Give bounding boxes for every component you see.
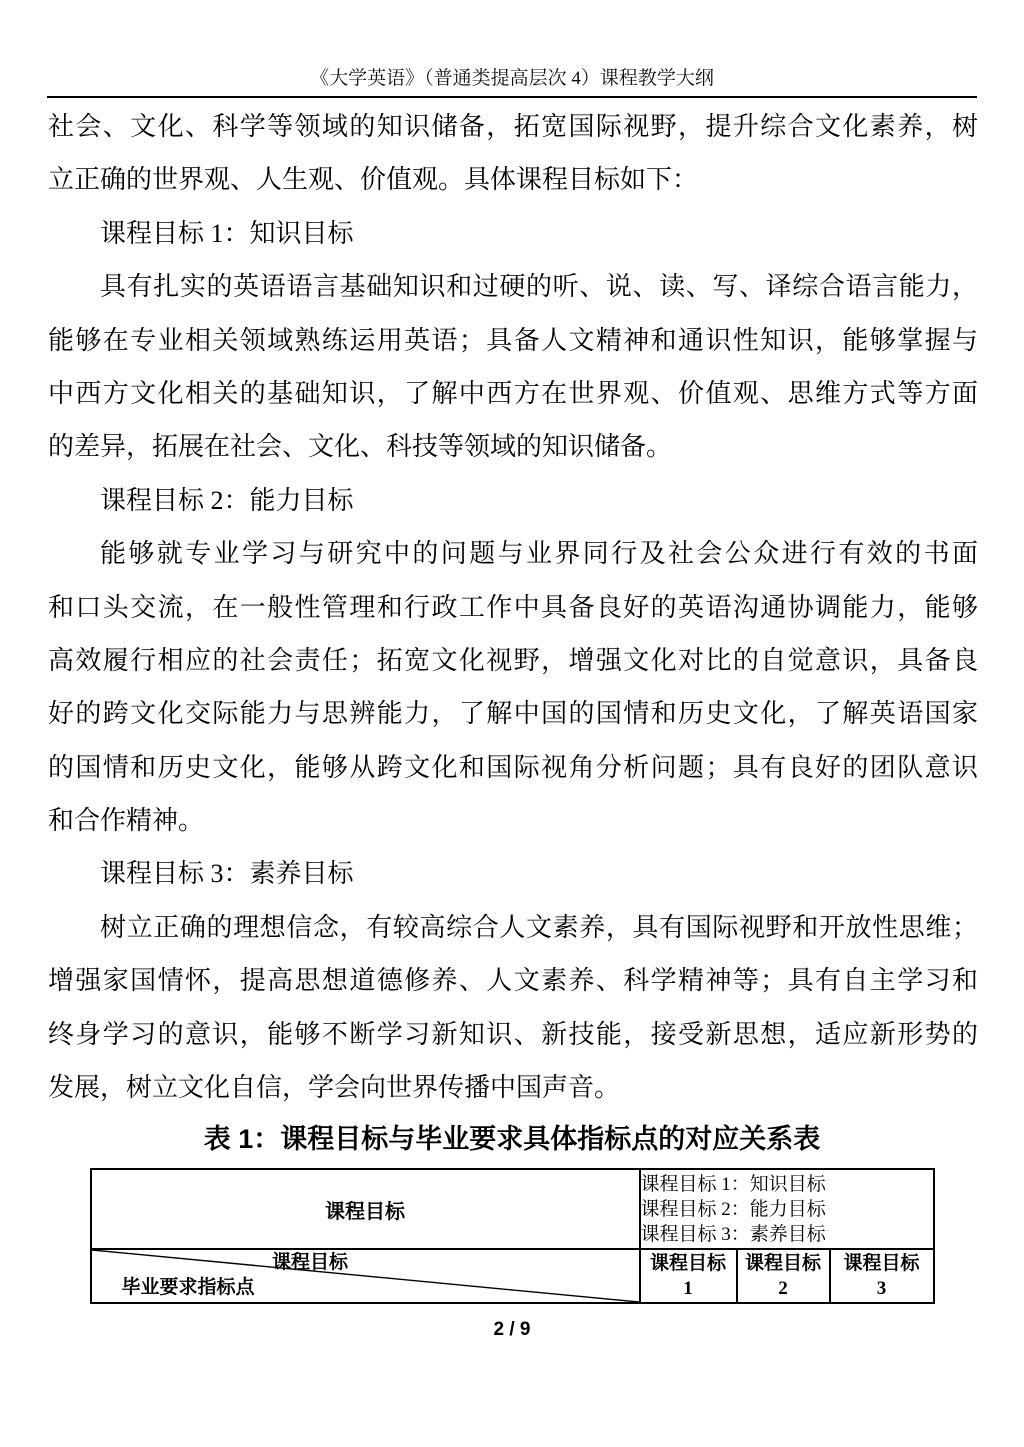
diagonal-label-course-goal: 课程目标 xyxy=(271,1252,348,1274)
goal-2-header-line1: 课程目标 xyxy=(744,1253,821,1275)
body-line: 发展，树立文化自信，学会向世界传播中国声音。 xyxy=(48,1073,621,1103)
table-cell-diagonal-header xyxy=(91,1249,640,1303)
goal-list-item-3: 课程目标 3：素养目标 xyxy=(640,1223,826,1245)
goal-1-header-line2: 1 xyxy=(683,1278,693,1300)
diagonal-label-graduation-requirement: 毕业要求指标点 xyxy=(121,1277,255,1299)
body-line: 能够就专业学习与研究中的问题与业界同行及社会公众进行有效的书面 xyxy=(100,539,978,569)
body-line: 和合作精神。 xyxy=(48,806,205,836)
body-line: 的国情和历史文化，能够从跨文化和国际视角分析问题；具有良好的团队意识 xyxy=(48,752,978,782)
table-cell-goal-1-header xyxy=(640,1249,737,1303)
body-heading-goal-3: 课程目标 3：素养目标 xyxy=(100,859,354,889)
goal-list-item-2: 课程目标 2：能力目标 xyxy=(640,1198,826,1220)
course-goal-mapping-table xyxy=(90,1168,935,1304)
body-line: 树立正确的理想信念，有较高综合人文素养，具有国际视野和开放性思维； xyxy=(100,912,978,942)
goal-3-header-line2: 3 xyxy=(876,1278,887,1300)
body-line: 终身学习的意识，能够不断学习新知识、新技能，接受新思想，适应新形势的 xyxy=(48,1019,978,1049)
body-text xyxy=(48,98,978,1114)
goal-3-header-line1: 课程目标 xyxy=(843,1253,920,1275)
page-header-title: 《大学英语》（普通类提高层次 4）课程教学大纲 xyxy=(310,68,714,89)
body-line: 和口头交流，在一般性管理和行政工作中具备良好的英语沟通协调能力，能够 xyxy=(48,592,978,622)
body-line: 中西方文化相关的基础知识，了解中西方在世界观、价值观、思维方式等方面 xyxy=(48,378,978,408)
body-line: 增强家国情怀，提高思想道德修养、人文素养、科学精神等；具有自主学习和 xyxy=(48,966,978,996)
table-1-caption: 表 1：课程目标与毕业要求具体指标点的对应关系表 xyxy=(203,1124,821,1155)
table-cell-goal-list xyxy=(640,1169,934,1249)
body-line: 能够在专业相关领域熟练运用英语；具备人文精神和通识性知识，能够掌握与 xyxy=(48,325,978,355)
body-line: 的差异，拓展在社会、文化、科技等领域的知识储备。 xyxy=(48,432,673,462)
table-row xyxy=(91,1169,934,1249)
body-line: 具有扎实的英语语言基础知识和过硬的听、说、读、写、译综合语言能力， xyxy=(100,272,978,302)
table-cell-course-goals-label: 课程目标 xyxy=(91,1169,640,1249)
body-line: 高效履行相应的社会责任；拓宽文化视野，增强文化对比的自觉意识，具备良 xyxy=(48,645,978,675)
body-line: 社会、文化、科学等领域的知识储备，拓宽国际视野，提升综合文化素养，树 xyxy=(48,112,978,141)
goal-2-header-line2: 2 xyxy=(778,1278,788,1300)
body-line: 好的跨文化交际能力与思辨能力，了解中国的国情和历史文化，了解英语国家 xyxy=(48,699,978,729)
page-number: 2 / 9 xyxy=(493,1319,531,1341)
body-heading-goal-2: 课程目标 2：能力目标 xyxy=(100,485,354,515)
body-line: 立正确的世界观、人生观、价值观。具体课程目标如下： xyxy=(48,165,699,195)
goal-list-item-1: 课程目标 1：知识目标 xyxy=(640,1173,826,1195)
table-row xyxy=(91,1249,934,1303)
table-cell-goal-3-header xyxy=(830,1249,934,1303)
goal-1-header-line1: 课程目标 xyxy=(649,1253,726,1275)
body-heading-goal-1: 课程目标 1：知识目标 xyxy=(100,218,354,248)
table-cell-goal-2-header xyxy=(737,1249,830,1303)
